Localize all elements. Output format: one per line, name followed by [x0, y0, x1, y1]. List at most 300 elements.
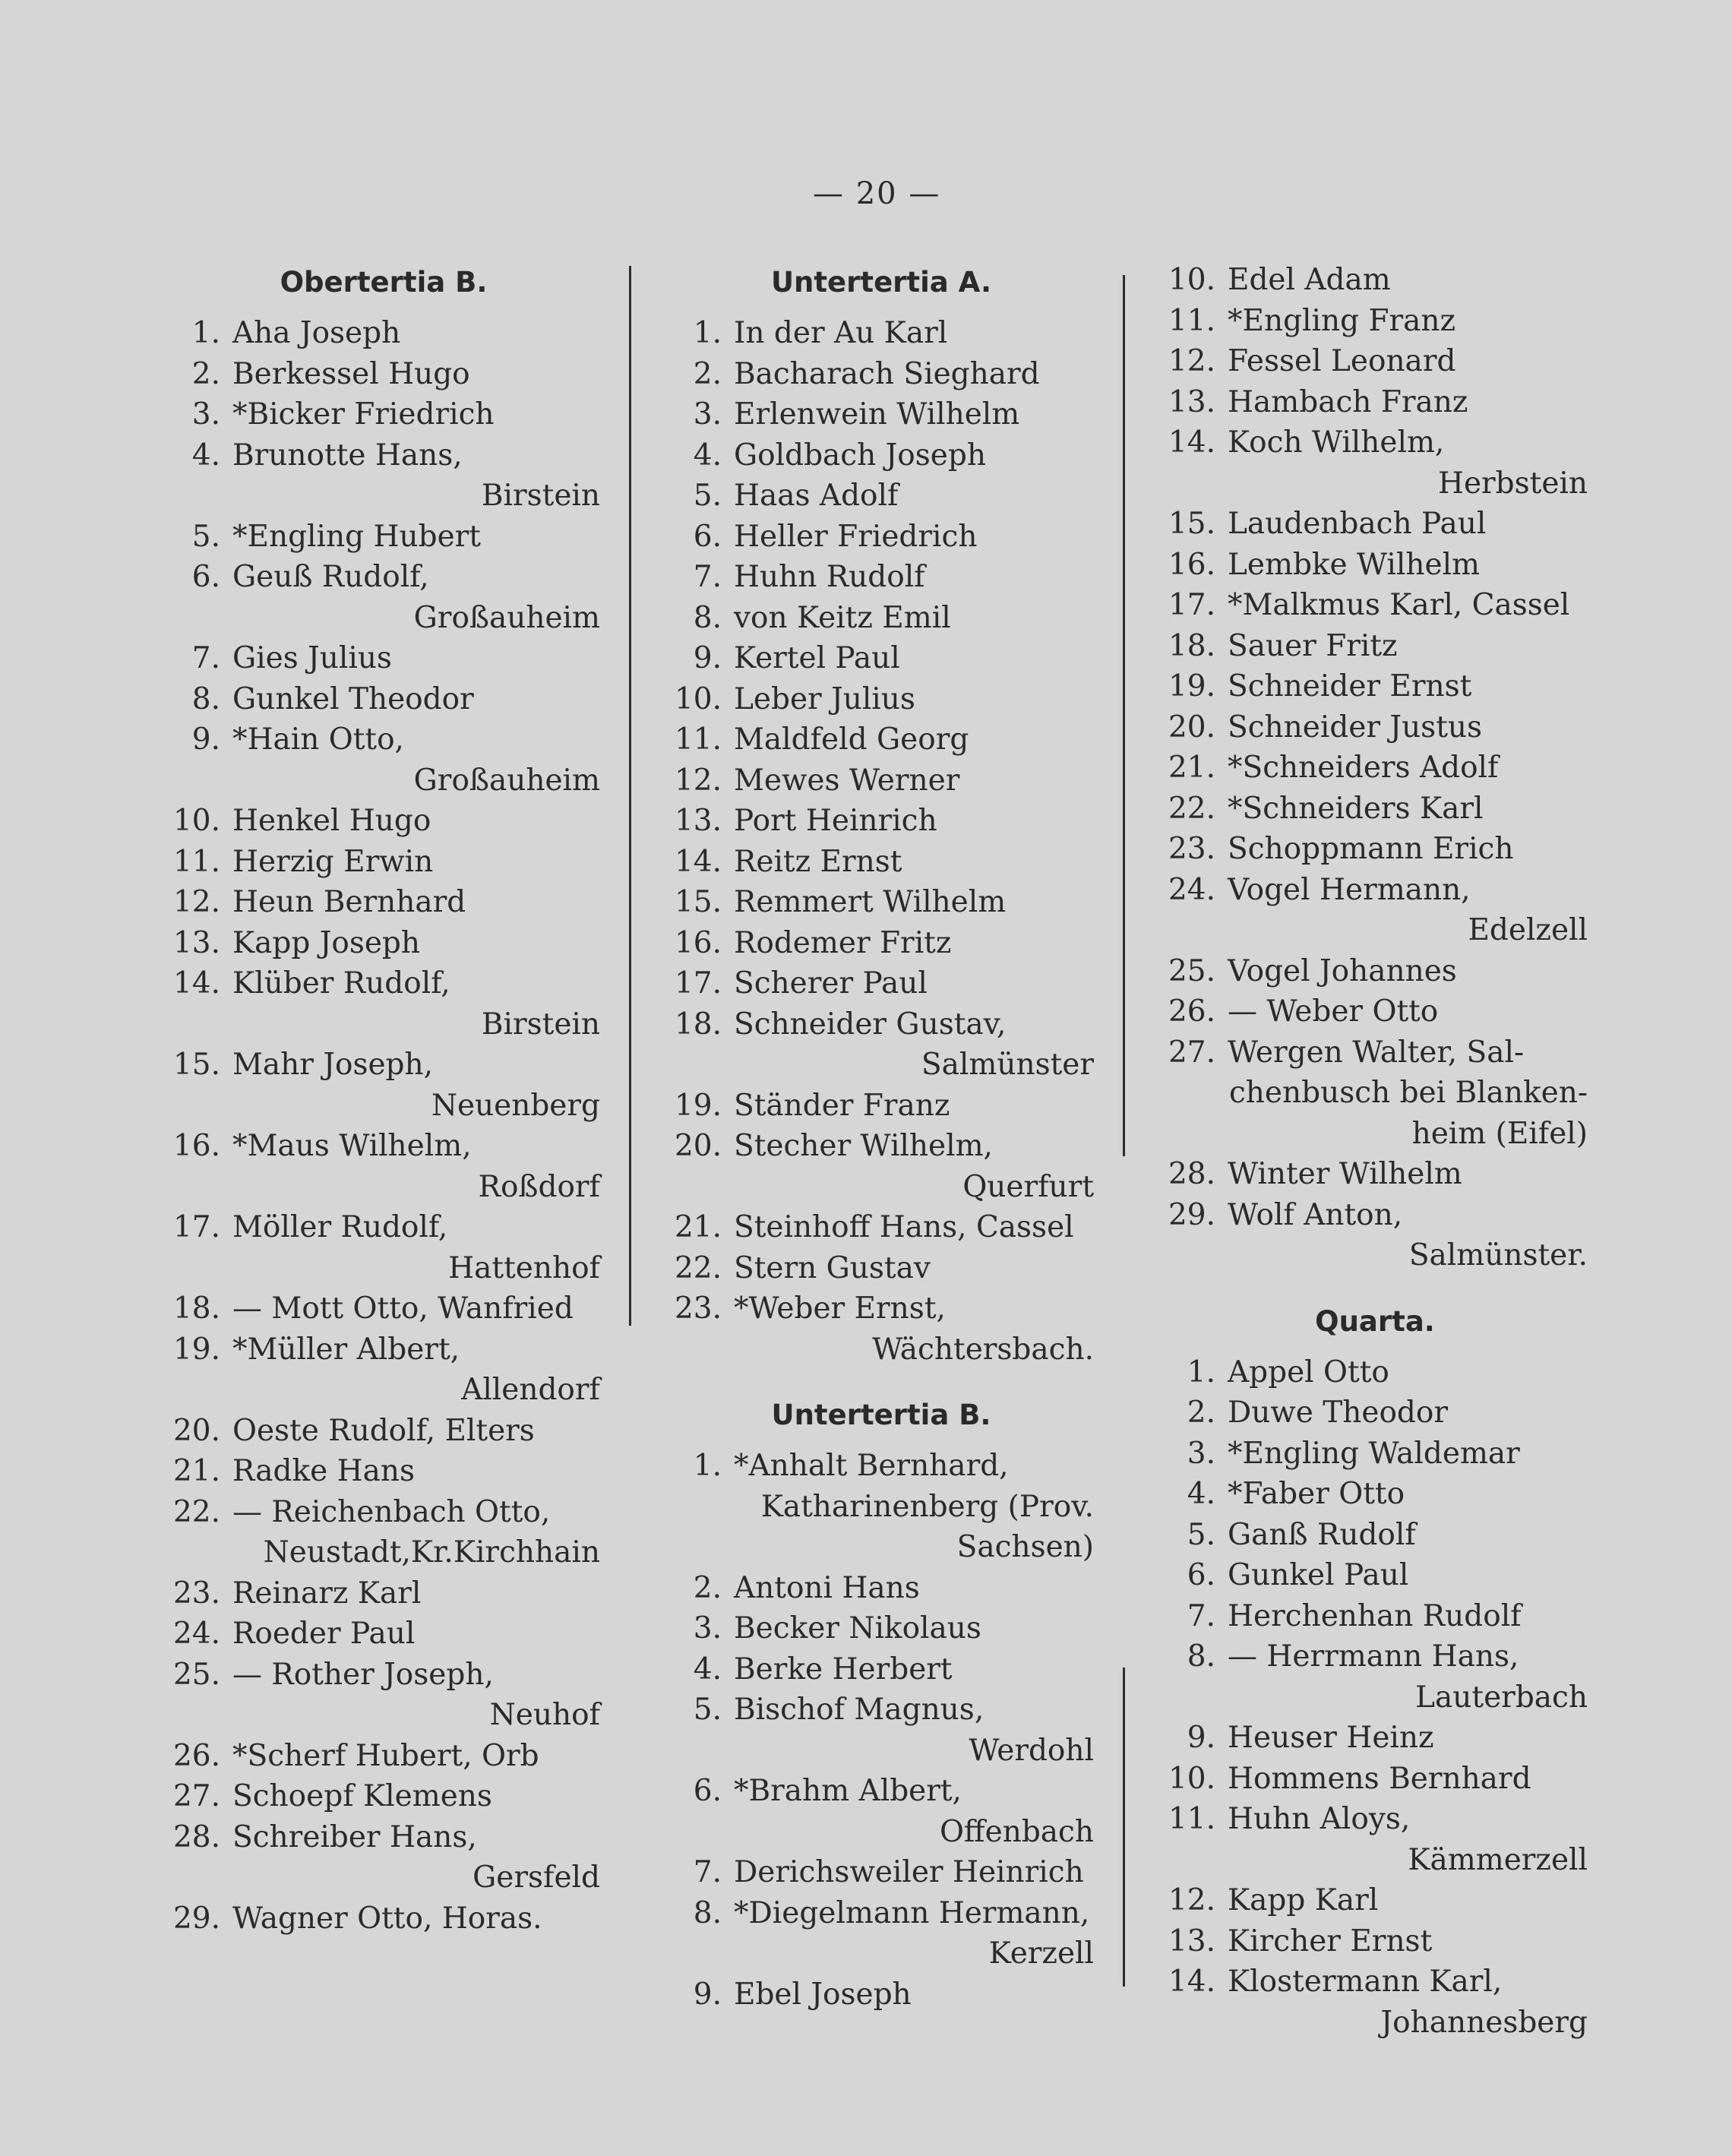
entry-number: 10. — [674, 681, 722, 716]
student-entry — [167, 1776, 600, 1817]
entry-number: 12. — [674, 763, 722, 798]
student-entry — [167, 923, 600, 964]
student-name: Gunkel Theodor — [232, 681, 474, 716]
entry-number: 4. — [693, 438, 722, 473]
entry-continuation: Katharinenberg (Prov. — [760, 1489, 1094, 1524]
entry-number: 4. — [1187, 1477, 1215, 1511]
column-divider-right-upper — [1123, 275, 1125, 1156]
entry-continuation: Salmünster — [921, 1048, 1094, 1082]
entry-continuation: chenbusch bei Blanken- — [1228, 1076, 1588, 1110]
section-title: Untertertia B. — [771, 1399, 991, 1431]
student-entry — [1162, 666, 1588, 707]
entry-number: 6. — [693, 1774, 722, 1808]
student-entry — [167, 1736, 600, 1777]
entry-continuation: Wächtersbach. — [872, 1332, 1094, 1367]
student-entry — [167, 638, 600, 679]
student-entry — [167, 435, 600, 517]
entry-number: 8. — [1187, 1639, 1215, 1674]
student-entry — [668, 1649, 1094, 1690]
student-entry — [167, 1655, 600, 1736]
entry-continuation: Querfurt — [962, 1169, 1094, 1204]
entry-number: 27. — [1168, 1035, 1215, 1070]
entry-number: 11. — [1168, 303, 1215, 338]
student-entry — [668, 598, 1094, 639]
entry-number: 7. — [693, 1855, 722, 1889]
student-name: Schneider Justus — [1228, 710, 1483, 744]
student-entry — [1162, 789, 1588, 830]
student-name: Gunkel Paul — [1228, 1558, 1409, 1592]
entry-number: 8. — [693, 1895, 722, 1930]
student-entry — [1162, 1474, 1588, 1515]
student-name: — Weber Otto — [1228, 994, 1439, 1029]
entry-number: 20. — [674, 1129, 722, 1163]
student-entry — [1162, 1515, 1588, 1556]
entry-number: 21. — [172, 1454, 220, 1488]
entry-continuation: Gersfeld — [473, 1860, 600, 1895]
student-name: Ständer Franz — [734, 1088, 950, 1123]
student-name: Lembke Wilhelm — [1228, 547, 1481, 582]
student-name: Erlenwein Wilhelm — [734, 397, 1020, 432]
student-name: Winter Wilhelm — [1228, 1157, 1462, 1191]
entry-number: 18. — [172, 1291, 220, 1326]
entry-number: 8. — [693, 600, 722, 635]
entry-number: 7. — [191, 641, 220, 675]
student-name: — Mott Otto, Wanfried — [232, 1291, 574, 1326]
student-name: Berkessel Hugo — [232, 356, 470, 391]
student-entry — [1162, 1880, 1588, 1921]
entry-number: 8. — [191, 681, 220, 716]
column-1 — [167, 260, 600, 1939]
entry-continuation: Werdohl — [969, 1733, 1094, 1768]
student-name: Ebel Joseph — [734, 1977, 912, 2012]
entry-number: 9. — [1187, 1721, 1215, 1755]
student-name: Schneider Gustav, — [734, 1007, 1007, 1042]
student-name: *Engling Hubert — [232, 519, 481, 554]
student-name: Antoni Hans — [734, 1570, 920, 1605]
student-entry — [668, 801, 1094, 842]
student-name: Sauer Fritz — [1228, 628, 1398, 663]
student-entry — [1162, 1636, 1588, 1718]
student-name: Wolf Anton, — [1228, 1197, 1403, 1232]
student-name: Möller Rudolf, — [232, 1210, 448, 1244]
entry-continuation: Neuenberg — [431, 1088, 600, 1123]
section-title: Untertertia A. — [770, 266, 992, 299]
entry-number: 5. — [693, 479, 722, 513]
student-name: Laudenbach Paul — [1228, 507, 1487, 541]
student-name: Geuß Rudolf, — [232, 560, 429, 594]
student-entry — [1162, 1596, 1588, 1637]
student-name: Kircher Ernst — [1228, 1924, 1433, 1958]
student-name: Herchenhan Rudolf — [1228, 1598, 1522, 1633]
entry-number: 10. — [1168, 263, 1215, 297]
student-entry — [668, 517, 1094, 558]
entry-number: 15. — [674, 885, 722, 919]
entry-continuation: Hattenhof — [448, 1250, 600, 1285]
entry-number: 4. — [693, 1652, 722, 1687]
student-entry — [1162, 422, 1588, 504]
student-name: *Diegelmann Hermann, — [734, 1895, 1090, 1930]
student-name: *Brahm Albert, — [734, 1774, 962, 1808]
entry-number: 5. — [191, 519, 220, 554]
entry-number: 14. — [1168, 425, 1215, 460]
student-name: Kapp Karl — [1228, 1883, 1379, 1917]
student-name: Edel Adam — [1228, 263, 1391, 297]
entry-number: 15. — [172, 1048, 220, 1082]
student-name: Vogel Hermann, — [1228, 872, 1471, 907]
entry-number: 19. — [1168, 669, 1215, 703]
entry-number: 26. — [1168, 994, 1215, 1029]
entry-continuation: Allendorf — [461, 1373, 600, 1407]
student-entry — [1162, 626, 1588, 667]
student-entry — [1162, 1799, 1588, 1880]
student-entry — [1162, 1555, 1588, 1596]
entry-number: 17. — [674, 966, 722, 1001]
student-name: Kertel Paul — [734, 641, 900, 675]
student-name: Koch Wilhelm, — [1228, 425, 1445, 460]
student-entry — [668, 719, 1094, 760]
entry-number: 1. — [693, 316, 722, 350]
entry-number: 19. — [674, 1088, 722, 1123]
entry-number: 18. — [1168, 628, 1215, 663]
student-entry — [668, 1568, 1094, 1609]
student-entry — [1162, 504, 1588, 545]
student-name: Duwe Theodor — [1228, 1396, 1449, 1430]
student-entry — [167, 394, 600, 435]
student-name: Schneider Ernst — [1228, 669, 1472, 703]
student-name: — Reichenbach Otto, — [232, 1494, 551, 1529]
entry-number: 1. — [693, 1449, 722, 1483]
entry-continuation: Birstein — [481, 479, 600, 513]
student-entry — [668, 963, 1094, 1004]
student-name: Ganß Rudolf — [1228, 1517, 1416, 1552]
student-name: Klostermann Karl, — [1228, 1965, 1503, 1999]
entry-continuation: Roßdorf — [478, 1169, 600, 1204]
student-entry — [1162, 1962, 1588, 2043]
entry-number: 7. — [1187, 1598, 1215, 1633]
student-name: Bacharach Sieghard — [734, 356, 1040, 391]
student-name: In der Au Karl — [734, 316, 948, 350]
student-name: Schoepf Klemens — [232, 1779, 492, 1813]
entry-number: 17. — [1168, 588, 1215, 622]
entry-continuation: Kämmerzell — [1408, 1842, 1588, 1877]
student-name: Berke Herbert — [734, 1652, 953, 1687]
student-entry — [668, 760, 1094, 801]
entry-number: 14. — [674, 844, 722, 879]
student-name: Hambach Franz — [1228, 384, 1468, 419]
entry-number: 3. — [693, 1611, 722, 1645]
entry-number: 6. — [693, 519, 722, 554]
entry-number: 16. — [674, 925, 722, 960]
student-entry — [1162, 1921, 1588, 1962]
student-entry — [167, 517, 600, 558]
entry-number: 21. — [1168, 751, 1215, 785]
student-name: *Hain Otto, — [232, 722, 404, 757]
entry-continuation: Großauheim — [413, 763, 600, 798]
entry-continuation: Salmünster. — [1408, 1238, 1588, 1272]
student-entry — [167, 1288, 600, 1329]
entry-number: 4. — [191, 438, 220, 473]
entry-number: 22. — [674, 1250, 722, 1285]
student-entry — [668, 1248, 1094, 1289]
entry-number: 16. — [172, 1129, 220, 1163]
student-entry — [167, 313, 600, 354]
entry-continuation: Großauheim — [413, 600, 600, 635]
student-name: Herzig Erwin — [232, 844, 434, 879]
entry-number: 17. — [172, 1210, 220, 1244]
entry-number: 6. — [191, 560, 220, 594]
student-entry — [167, 1817, 600, 1898]
student-entry — [1162, 585, 1588, 626]
student-entry — [1162, 748, 1588, 789]
student-entry — [167, 679, 600, 720]
entry-number: 25. — [172, 1657, 220, 1692]
student-name: Fessel Leonard — [1228, 344, 1456, 378]
entry-number: 24. — [172, 1617, 220, 1651]
student-entry — [167, 1573, 600, 1614]
entry-number: 2. — [1187, 1396, 1215, 1430]
student-entry — [1162, 1352, 1588, 1393]
entry-continuation: heim (Eifel) — [1411, 1116, 1588, 1151]
column-divider-left — [629, 266, 631, 1326]
student-entry — [1162, 1154, 1588, 1195]
student-entry — [1162, 1718, 1588, 1759]
entry-number: 29. — [1168, 1197, 1215, 1232]
entry-number: 5. — [1187, 1517, 1215, 1552]
entry-number: 23. — [1168, 832, 1215, 866]
entry-number: 13. — [674, 804, 722, 838]
student-entry — [668, 882, 1094, 923]
entry-number: 15. — [1168, 507, 1215, 541]
student-entry — [1162, 1759, 1588, 1800]
student-name: — Herrmann Hans, — [1228, 1639, 1519, 1674]
student-entry — [668, 313, 1094, 354]
student-name: Henkel Hugo — [232, 804, 431, 838]
entry-continuation: Kerzell — [988, 1936, 1094, 1971]
entry-number: 14. — [1168, 1965, 1215, 1999]
entry-number: 27. — [172, 1779, 220, 1813]
entry-number: 7. — [693, 560, 722, 594]
student-entry — [668, 842, 1094, 883]
entry-continuation: Johannesberg — [1380, 2005, 1588, 2040]
student-entry — [167, 1451, 600, 1492]
student-name: *Weber Ernst, — [734, 1291, 946, 1326]
entry-continuation: Neuhof — [489, 1698, 600, 1732]
entry-number: 28. — [1168, 1157, 1215, 1191]
student-entry — [1162, 545, 1588, 586]
student-name: Vogel Johannes — [1228, 953, 1457, 988]
entry-number: 25. — [1168, 953, 1215, 988]
student-name: Reitz Ernst — [734, 844, 902, 879]
entry-number: 3. — [191, 397, 220, 432]
student-entry — [167, 557, 600, 638]
entry-number: 29. — [172, 1901, 220, 1936]
student-entry — [1162, 260, 1588, 301]
student-name: Huhn Rudolf — [734, 560, 925, 594]
student-name: Heuser Heinz — [1228, 1721, 1434, 1755]
student-entry — [668, 1771, 1094, 1852]
entry-number: 24. — [1168, 872, 1215, 907]
student-entry — [668, 1852, 1094, 1893]
entry-number: 14. — [172, 966, 220, 1001]
student-entry — [1162, 1434, 1588, 1475]
student-entry — [167, 1045, 600, 1126]
student-entry — [668, 1893, 1094, 1974]
entry-number: 6. — [1187, 1558, 1215, 1592]
student-entry — [1162, 341, 1588, 382]
student-entry — [668, 1086, 1094, 1127]
student-entry — [167, 882, 600, 923]
entry-number: 9. — [191, 722, 220, 757]
student-name: *Faber Otto — [1228, 1477, 1405, 1511]
entry-number: 21. — [674, 1210, 722, 1244]
student-name: Leber Julius — [734, 681, 915, 716]
student-name: Maldfeld Georg — [734, 722, 969, 757]
student-entry — [167, 801, 600, 842]
student-entry — [668, 638, 1094, 679]
entry-number: 3. — [1187, 1436, 1215, 1471]
student-name: Huhn Aloys, — [1228, 1802, 1411, 1836]
entry-number: 9. — [693, 1977, 722, 2012]
student-entry — [668, 1288, 1094, 1370]
student-name: Gies Julius — [232, 641, 392, 675]
entry-number: 20. — [1168, 710, 1215, 744]
student-entry — [167, 719, 600, 801]
student-name: Schreiber Hans, — [232, 1819, 477, 1854]
student-entry — [167, 963, 600, 1045]
student-name: Derichsweiler Heinrich — [734, 1855, 1084, 1889]
student-name: Radke Hans — [232, 1454, 415, 1488]
entry-number: 5. — [693, 1693, 722, 1727]
entry-continuation: Neustadt,Kr.Kirchhain — [263, 1535, 600, 1570]
student-name: Bischof Magnus, — [734, 1693, 985, 1727]
student-name: *Malkmus Karl, Cassel — [1228, 588, 1570, 622]
student-entry — [1162, 301, 1588, 342]
student-entry — [668, 1207, 1094, 1248]
student-entry — [1162, 382, 1588, 423]
student-entry — [1162, 707, 1588, 748]
entry-number: 1. — [1187, 1355, 1215, 1389]
student-name: Stecher Wilhelm, — [734, 1129, 993, 1163]
student-entry — [668, 679, 1094, 720]
student-entry — [167, 1207, 600, 1288]
student-name: Appel Otto — [1228, 1355, 1389, 1389]
entry-number: 11. — [674, 722, 722, 757]
entry-number: 28. — [172, 1819, 220, 1854]
column-2 — [668, 260, 1094, 2015]
student-name: Aha Joseph — [232, 316, 401, 350]
entry-number: 2. — [693, 1570, 722, 1605]
entry-number: 13. — [1168, 1924, 1215, 1958]
entry-number: 3. — [693, 397, 722, 432]
entry-number: 2. — [191, 356, 220, 391]
student-name: *Maus Wilhelm, — [232, 1129, 472, 1163]
student-name: Rodemer Fritz — [734, 925, 952, 960]
entry-continuation: Sachsen) — [956, 1530, 1094, 1564]
entry-number: 26. — [172, 1738, 220, 1773]
section-title: Quarta. — [1315, 1304, 1435, 1338]
entry-number: 1. — [191, 316, 220, 350]
student-entry — [167, 354, 600, 395]
entry-number: 22. — [1168, 791, 1215, 826]
student-entry — [167, 1898, 600, 1939]
entry-continuation: Birstein — [481, 1007, 600, 1042]
student-entry — [1162, 870, 1588, 951]
student-entry — [167, 842, 600, 883]
student-name: Mewes Werner — [734, 763, 960, 798]
entry-continuation: Herbstein — [1437, 466, 1588, 501]
student-name: Becker Nikolaus — [734, 1611, 981, 1645]
student-entry — [1162, 991, 1588, 1032]
student-name: Goldbach Joseph — [734, 438, 986, 473]
entry-number: 22. — [172, 1494, 220, 1529]
student-entry — [167, 1411, 600, 1452]
student-name: *Schneiders Karl — [1228, 791, 1484, 826]
student-name: *Müller Albert, — [232, 1332, 460, 1367]
entry-number: 2. — [693, 356, 722, 391]
entry-number: 19. — [172, 1332, 220, 1367]
student-entry — [668, 1690, 1094, 1771]
student-entry — [668, 476, 1094, 517]
student-entry — [668, 1974, 1094, 2015]
student-name: Brunotte Hans, — [232, 438, 463, 473]
student-name: *Engling Franz — [1228, 303, 1456, 338]
student-name: Oeste Rudolf, Elters — [232, 1413, 535, 1448]
student-name: Remmert Wilhelm — [734, 885, 1007, 919]
entry-number: 10. — [1168, 1761, 1215, 1796]
student-entry — [1162, 829, 1588, 870]
student-entry — [167, 1614, 600, 1655]
entry-continuation: Edelzell — [1468, 913, 1588, 947]
student-entry — [668, 1126, 1094, 1207]
student-name: von Keitz Emil — [734, 600, 951, 635]
student-name: — Rother Joseph, — [232, 1657, 494, 1692]
student-entry — [1162, 951, 1588, 992]
entry-number: 12. — [1168, 1883, 1215, 1917]
column-3 — [1162, 260, 1588, 2043]
student-entry — [668, 435, 1094, 476]
student-entry — [167, 1126, 600, 1207]
student-name: Klüber Rudolf, — [232, 966, 450, 1001]
student-entry — [668, 1446, 1094, 1568]
entry-number: 23. — [674, 1291, 722, 1326]
student-name: Mahr Joseph, — [232, 1048, 434, 1082]
student-name: Steinhoff Hans, Cassel — [734, 1210, 1074, 1244]
entry-number: 10. — [172, 804, 220, 838]
student-entry — [1162, 1032, 1588, 1155]
entry-number: 12. — [172, 885, 220, 919]
student-entry — [668, 1004, 1094, 1086]
student-name: Scherer Paul — [734, 966, 928, 1001]
student-entry — [668, 394, 1094, 435]
column-divider-right-lower — [1123, 1668, 1125, 1987]
student-name: Schoppmann Erich — [1228, 832, 1514, 866]
entry-number: 11. — [1168, 1802, 1215, 1836]
entry-number: 23. — [172, 1576, 220, 1611]
student-name: Port Heinrich — [734, 804, 937, 838]
entry-continuation: Offenbach — [939, 1814, 1094, 1849]
student-entry — [668, 354, 1094, 395]
student-name: *Scherf Hubert, Orb — [232, 1738, 539, 1773]
entry-number: 16. — [1168, 547, 1215, 582]
student-name: Wagner Otto, Horas. — [232, 1901, 542, 1936]
entry-number: 13. — [172, 925, 220, 960]
student-name: Haas Adolf — [734, 479, 899, 513]
student-name: Wergen Walter, Sal- — [1228, 1035, 1525, 1070]
student-name: *Engling Waldemar — [1228, 1436, 1520, 1471]
student-entry — [167, 1329, 600, 1411]
student-entry — [167, 1492, 600, 1573]
student-name: Reinarz Karl — [232, 1576, 422, 1611]
